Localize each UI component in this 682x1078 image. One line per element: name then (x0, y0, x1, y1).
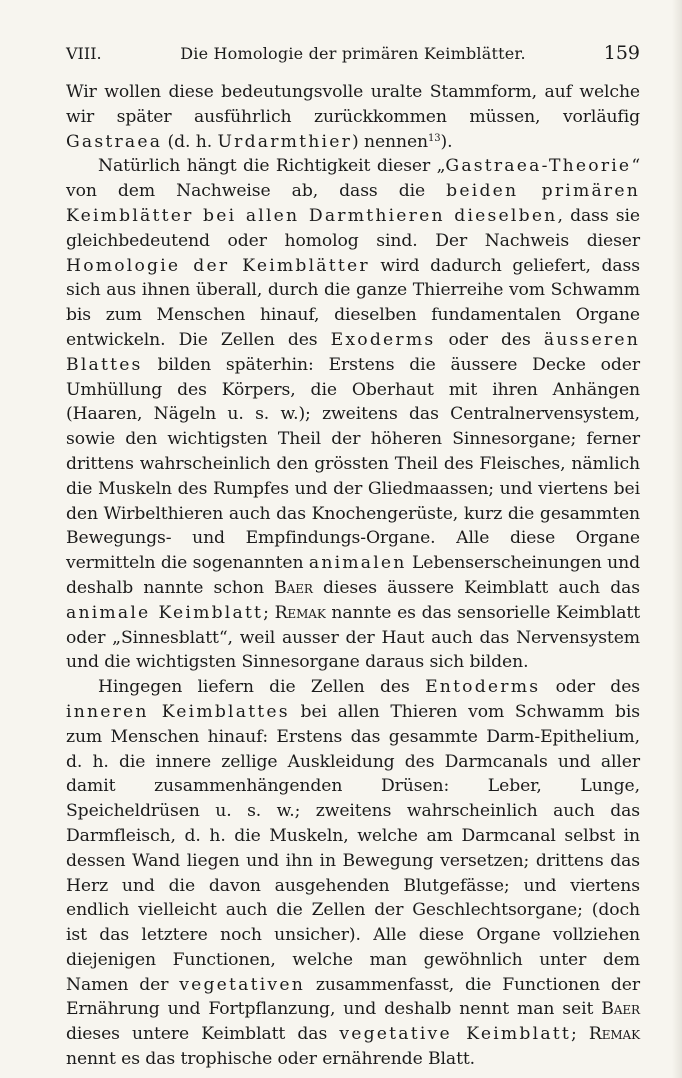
text-run: oder des (540, 677, 640, 698)
page-edge-shadow (672, 0, 682, 1078)
text-run: “ von dem Nachweise ab, dass die (66, 156, 640, 202)
paragraph-1 (66, 80, 640, 154)
footnote-reference: 13 (428, 132, 441, 144)
author-name: Remak (588, 1024, 640, 1045)
text-run: ; (571, 1024, 589, 1045)
text-run: nannte es das sensorielle Keimblatt oder „Sinnesblatt“, weil ausser der Haut auch das Nervensystem und die wichtigsten Sinnesorgane daraus sich bilden. (66, 602, 640, 673)
text-run: wird dadurch geliefert, dass sich aus ihnen überall, durch die ganze Thierreihe vom Schwamm bis zum Menschen hinauf, dieselben fundamentalen Organe entwickeln. Die Zellen des (66, 255, 640, 350)
page-number: 159 (603, 42, 640, 64)
spaced-term: äusseren Blattes (66, 329, 640, 375)
running-header (66, 42, 640, 80)
spaced-term: Urdarmthier (217, 131, 353, 152)
spaced-term: Homologie der Keimblätter (66, 255, 370, 276)
author-name: Remak (274, 602, 326, 623)
text-run: ) nennen (352, 131, 429, 152)
author-name: Baer (601, 999, 640, 1020)
author-name: Baer (274, 577, 313, 598)
paragraph-2 (66, 154, 640, 675)
spaced-term: Gastraea (66, 131, 163, 152)
text-run: oder des (435, 329, 544, 350)
text-run: , dass sie gleichbedeutend oder homolog sind. Der Nachweis dieser (66, 205, 640, 251)
spaced-term: vegetativen (179, 974, 305, 995)
text-run: Lebenserscheinungen und deshalb nannte schon (66, 553, 640, 598)
text-run: dieses untere Keimblatt das (66, 1024, 340, 1045)
paragraph-3 (66, 675, 640, 1072)
page-body (66, 80, 640, 1072)
text-run: dieses äussere Keimblatt auch das (312, 577, 640, 598)
text-run: Natürlich hängt die Richtigkeit dieser „ (98, 156, 446, 177)
spaced-term: Exoderms (330, 329, 436, 350)
spaced-term: Gastraea-Theorie (445, 156, 632, 177)
text-run: nennt es das trophische oder ernährende Blatt. (66, 1049, 476, 1070)
running-title: Die Homologie der primären Keimblätter. (180, 44, 526, 63)
text-run: bilden späterhin: Erstens die äussere Decke oder Umhüllung des Körpers, die Oberhaut mit ihren Anhängen (Haaren, Nägeln u. s. w.); zweitens das Centralnervensystem, sowie den wichtigsten Theil der höheren Sinnesorgane; ferner drittens wahrscheinlich den grössten Theil des Fleisches, nämlich die Muskeln des Rumpfes und der Gliedmaassen; und viertens bei den Wirbelthieren auch das Knochengerüste, kurz die gesammten Bewegungs- und Empfindungs-Organe. Alle diese Organe vermitteln die sogenannten (66, 354, 640, 574)
text-run: bei allen Thieren vom Schwamm bis zum Menschen hinauf: Erstens das gesammte Darm-Epithelium, d. h. die innere zellige Auskleidung des Darmcanals und aller damit zusammenhängenden Drüsen: Leber, Lunge, Speicheldrüsen u. s. w.; zweitens wahrscheinlich auch das Darmfleisch, d. h. die Muskeln, welche am Darmcanal selbst in dessen Wand liegen und ihn in Bewegung versetzen; drittens das Herz und die davon ausgehenden Blutgefässe; und viertens endlich vielleicht auch die Zellen der Geschlechtsorgane; (doch ist das letztere noch unsicher). Alle diese Organe vollziehen diejenigen Functionen, welche man gewöhnlich unter dem Namen der (66, 701, 640, 995)
text-run: (d. h. (162, 131, 218, 152)
text-run: Wir wollen diese bedeutungsvolle uralte Stammform, auf welche wir später ausführlich zurückkommen müssen, vorläufig (66, 82, 640, 127)
spaced-term: inneren Keimblattes (66, 701, 290, 722)
chapter-number: VIII. (66, 44, 102, 63)
text-run: Hingegen liefern die Zellen des (98, 677, 426, 698)
spaced-term: vegetative Keimblatt (339, 1024, 571, 1045)
text-run: zusammenfasst, die Functionen der Ernährung und Fortpflanzung, und deshalb nennt man seit (66, 974, 640, 1020)
text-run: ). (440, 131, 453, 152)
spaced-term: animale Keimblatt (66, 602, 264, 623)
text-run: ; (263, 602, 275, 623)
spaced-term: Entoderms (425, 677, 541, 698)
spaced-term: beiden primären Keimblätter bei allen Darmthieren dieselben (66, 181, 640, 226)
spaced-term: animalen (308, 553, 407, 574)
